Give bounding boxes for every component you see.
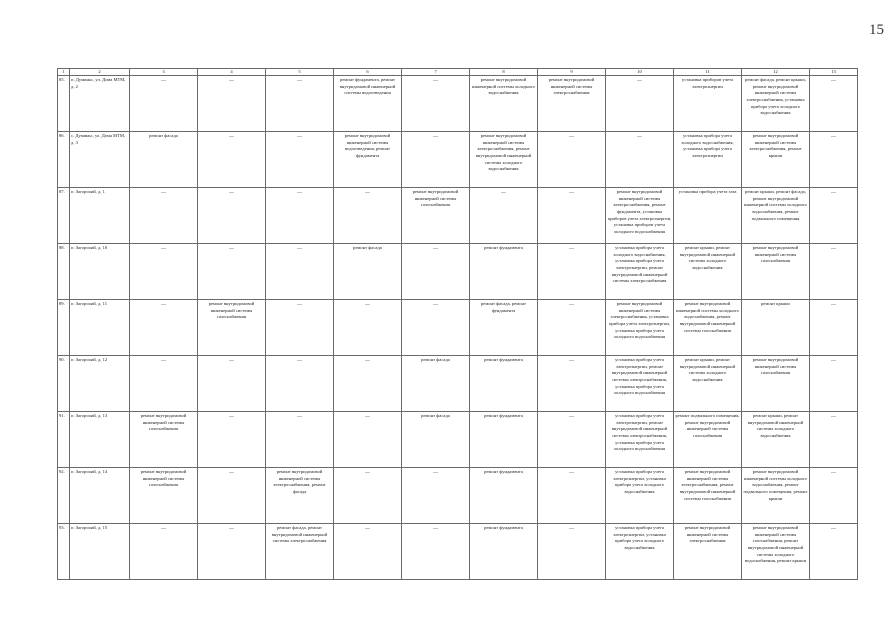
- table-row: [58, 132, 858, 188]
- work-cell-c3: [130, 356, 198, 412]
- row-number-cell: 93.: [58, 524, 70, 580]
- work-cell-c8: ремонт фасада, ремонт фундамента: [470, 300, 538, 356]
- work-cell-c8: ремонт внутридомовой инженерной системы холодного водоснабжения: [470, 76, 538, 132]
- empty-dash: —: [637, 135, 642, 140]
- work-cell-c12: ремонт крыши, ремонт внутридомовой инженерной системы холодного водоснабжения: [742, 412, 810, 468]
- work-cell-c10: установка прибора учета электроэнергии, установка прибора учета холодного водоснабжения: [606, 468, 674, 524]
- empty-dash: —: [365, 359, 370, 364]
- work-cell-c8: ремонт фундамента: [470, 524, 538, 580]
- row-number-cell: 85.: [58, 76, 70, 132]
- work-cell-c11: ремонт крыши, ремонт внутридомовой инженерной системы холодного водоснабжения: [674, 356, 742, 412]
- empty-dash: —: [569, 527, 574, 532]
- work-cell-c7: [402, 524, 470, 580]
- work-cell-c10: установка прибора учета холодного водоснабжения, установка прибора учета электроэнергии, ремонт внутридомовой инженерной системы электроснабжения: [606, 244, 674, 300]
- work-cell-c10: установка прибора учета электроэнергии, ремонт внутридомовой инженерной системы электроснабжения, установка прибора учета холодного водоснабжения: [606, 412, 674, 468]
- work-cell-c11: установка приборов учета электроэнергии: [674, 76, 742, 132]
- work-cell-c10: [606, 132, 674, 188]
- work-cell-c10: ремонт внутридомовой инженерной системы электроснабжения, установка прибора учета электроэнергии, установка прибора учета холодного водоснабжения: [606, 300, 674, 356]
- empty-dash: —: [229, 135, 234, 140]
- address-cell: п. Загорский, д. 10: [70, 244, 130, 300]
- empty-dash: —: [297, 247, 302, 252]
- empty-dash: —: [569, 359, 574, 364]
- empty-dash: —: [433, 79, 438, 84]
- work-cell-c4: [198, 412, 266, 468]
- column-number-header: 12: [742, 69, 810, 76]
- empty-dash: —: [637, 79, 642, 84]
- work-cell-c7: [402, 244, 470, 300]
- work-cell-c13: [810, 244, 858, 300]
- work-cell-c3: [130, 188, 198, 244]
- table-row: [58, 468, 858, 524]
- table-row: [58, 300, 858, 356]
- empty-dash: —: [229, 79, 234, 84]
- page-number: 15: [869, 22, 884, 38]
- work-cell-c10: ремонт внутридомовой инженерной системы электроснабжения, ремонт фундамента, установка приборов учета электроэнергии, установка приборов учета холодного водоснабжения: [606, 188, 674, 244]
- empty-dash: —: [161, 247, 166, 252]
- work-cell-c9: [538, 356, 606, 412]
- empty-dash: —: [569, 247, 574, 252]
- work-cell-c13: [810, 188, 858, 244]
- column-number-header: 7: [402, 69, 470, 76]
- work-cell-c11: установка прибора учета газа: [674, 188, 742, 244]
- empty-dash: —: [365, 303, 370, 308]
- column-number-header: 1: [58, 69, 70, 76]
- work-cell-c5: ремонт фасада, ремонт внутридомовой инженерной системы электроснабжения: [266, 524, 334, 580]
- work-cell-c6: [334, 412, 402, 468]
- work-cell-c6: ремонт фундамента, ремонт внутридомовой инженерной системы водоотведения: [334, 76, 402, 132]
- empty-dash: —: [365, 191, 370, 196]
- column-number-header: 11: [674, 69, 742, 76]
- work-cell-c5: [266, 300, 334, 356]
- work-cell-c8: ремонт фундамента: [470, 244, 538, 300]
- empty-dash: —: [831, 415, 836, 420]
- work-cell-c13: [810, 76, 858, 132]
- work-cell-c6: [334, 524, 402, 580]
- work-cell-c3: ремонт внутридомовой инженерной системы газоснабжения: [130, 468, 198, 524]
- empty-dash: —: [365, 415, 370, 420]
- work-cell-c11: ремонт подвального помещения, ремонт внутридомовой инженерной системы газоснабжения: [674, 412, 742, 468]
- work-cell-c9: [538, 468, 606, 524]
- work-cell-c6: ремонт внутридомовой инженерной системы водоотведения, ремонт фундамента: [334, 132, 402, 188]
- empty-dash: —: [297, 191, 302, 196]
- empty-dash: —: [365, 471, 370, 476]
- empty-dash: —: [433, 303, 438, 308]
- work-cell-c4: [198, 468, 266, 524]
- empty-dash: —: [161, 527, 166, 532]
- work-cell-c3: ремонт внутридомовой инженерной системы газоснабжения: [130, 412, 198, 468]
- work-cell-c7: [402, 76, 470, 132]
- table-row: [58, 244, 858, 300]
- work-cell-c11: ремонт внутридомовой инженерной системы холодного водоснабжения, ремонт внутридомовой инженерной системы газоснабжения: [674, 300, 742, 356]
- empty-dash: —: [297, 359, 302, 364]
- work-cell-c10: установка прибора учета электроэнергии, ремонт внутридомовой инженерной системы электроснабжения, установка прибора учета холодного водоснабжения: [606, 356, 674, 412]
- empty-dash: —: [831, 247, 836, 252]
- work-cell-c12: ремонт внутридомовой инженерной системы газоснабжения: [742, 244, 810, 300]
- work-cell-c4: [198, 244, 266, 300]
- column-number-header: 6: [334, 69, 402, 76]
- empty-dash: —: [433, 471, 438, 476]
- work-cell-c5: [266, 76, 334, 132]
- row-number-cell: 87.: [58, 188, 70, 244]
- empty-dash: —: [831, 359, 836, 364]
- empty-dash: —: [831, 471, 836, 476]
- empty-dash: —: [433, 247, 438, 252]
- address-cell: п. Загорский, д. 12: [70, 356, 130, 412]
- empty-dash: —: [229, 471, 234, 476]
- table-body: [58, 76, 858, 580]
- empty-dash: —: [569, 135, 574, 140]
- work-cell-c9: [538, 524, 606, 580]
- work-cell-c5: ремонт внутридомовой инженерной системы электроснабжения, ремонт фасада: [266, 468, 334, 524]
- address-cell: п. Загорский, д. 1: [70, 188, 130, 244]
- work-cell-c6: [334, 468, 402, 524]
- empty-dash: —: [831, 191, 836, 196]
- work-cell-c4: [198, 524, 266, 580]
- row-number-cell: 86.: [58, 132, 70, 188]
- work-cell-c9: ремонт внутридомовой инженерной системы электроснабжения: [538, 76, 606, 132]
- empty-dash: —: [297, 135, 302, 140]
- empty-dash: —: [433, 527, 438, 532]
- column-number-header: 4: [198, 69, 266, 76]
- work-cell-c7: [402, 132, 470, 188]
- table-row: [58, 76, 858, 132]
- work-cell-c8: [470, 188, 538, 244]
- work-cell-c4: [198, 132, 266, 188]
- work-cell-c13: [810, 524, 858, 580]
- work-cell-c11: ремонт внутридомовой инженерной системы электроснабжения, ремонт внутридомовой инженерной системы газоснабжения: [674, 468, 742, 524]
- work-cell-c3: ремонт фасада: [130, 132, 198, 188]
- empty-dash: —: [229, 247, 234, 252]
- work-cell-c4: [198, 76, 266, 132]
- column-number-header: 5: [266, 69, 334, 76]
- work-cell-c13: [810, 300, 858, 356]
- empty-dash: —: [365, 527, 370, 532]
- work-cell-c10: [606, 76, 674, 132]
- work-cell-c3: [130, 76, 198, 132]
- work-cell-c8: ремонт фундамента: [470, 468, 538, 524]
- work-cell-c3: [130, 300, 198, 356]
- address-cell: п. Думиньс, ул. Дома МТМ, д. 2: [70, 76, 130, 132]
- work-cell-c4: ремонт внутридомовой инженерной системы газоснабжения: [198, 300, 266, 356]
- work-cell-c7: [402, 300, 470, 356]
- work-cell-c9: [538, 244, 606, 300]
- work-cell-c12: ремонт внутридомовой инженерной системы электроснабжения, ремонт крыши: [742, 132, 810, 188]
- work-cell-c12: ремонт внутридомовой инженерной системы холодного водоснабжения, ремонт подвального помещения, ремонт крыши: [742, 468, 810, 524]
- row-number-cell: 89.: [58, 300, 70, 356]
- empty-dash: —: [229, 415, 234, 420]
- address-cell: п. Загорский, д. 15: [70, 524, 130, 580]
- work-cell-c7: ремонт фасада: [402, 412, 470, 468]
- empty-dash: —: [161, 303, 166, 308]
- empty-dash: —: [569, 191, 574, 196]
- empty-dash: —: [831, 79, 836, 84]
- work-cell-c6: [334, 188, 402, 244]
- work-cell-c8: ремонт фундамента: [470, 356, 538, 412]
- work-cell-c11: ремонт внутридомовой инженерной системы электроснабжения: [674, 524, 742, 580]
- empty-dash: —: [297, 303, 302, 308]
- work-cell-c7: ремонт фасада: [402, 356, 470, 412]
- empty-dash: —: [831, 135, 836, 140]
- column-number-header: 13: [810, 69, 858, 76]
- work-cell-c13: [810, 412, 858, 468]
- empty-dash: —: [229, 359, 234, 364]
- empty-dash: —: [161, 79, 166, 84]
- row-number-cell: 91.: [58, 412, 70, 468]
- column-number-header: 10: [606, 69, 674, 76]
- address-cell: п. Загорский, д. 13: [70, 412, 130, 468]
- work-cell-c12: ремонт крыши: [742, 300, 810, 356]
- empty-dash: —: [501, 191, 506, 196]
- work-cell-c11: установка прибора учета холодного водоснабжения, установка прибора учета электроэнергии: [674, 132, 742, 188]
- empty-dash: —: [569, 471, 574, 476]
- empty-dash: —: [161, 191, 166, 196]
- work-cell-c9: [538, 300, 606, 356]
- empty-dash: —: [297, 79, 302, 84]
- table-row: [58, 524, 858, 580]
- table-row: [58, 412, 858, 468]
- work-cell-c13: [810, 132, 858, 188]
- empty-dash: —: [161, 359, 166, 364]
- address-cell: п. Загорский, д. 14: [70, 468, 130, 524]
- work-cell-c12: ремонт внутридомовой инженерной системы газоснабжения, ремонт внутридомовой инженерной системы холодного водоснабжения, ремонт крыши: [742, 524, 810, 580]
- empty-dash: —: [569, 303, 574, 308]
- work-cell-c6: ремонт фасада: [334, 244, 402, 300]
- table-row: [58, 188, 858, 244]
- column-number-header: 3: [130, 69, 198, 76]
- empty-dash: —: [569, 415, 574, 420]
- work-cell-c11: ремонт крыши, ремонт внутридомовой инженерной системы холодного водоснабжения: [674, 244, 742, 300]
- empty-dash: —: [297, 415, 302, 420]
- work-cell-c3: [130, 244, 198, 300]
- empty-dash: —: [831, 303, 836, 308]
- address-cell: с. Думиньс, ул. Дома МТМ, д. 3: [70, 132, 130, 188]
- work-cell-c5: [266, 244, 334, 300]
- row-number-cell: 88.: [58, 244, 70, 300]
- work-cell-c5: [266, 356, 334, 412]
- repair-schedule-table-wrapper: [57, 68, 858, 580]
- empty-dash: —: [433, 135, 438, 140]
- work-cell-c6: [334, 356, 402, 412]
- work-cell-c6: [334, 300, 402, 356]
- row-number-cell: 90.: [58, 356, 70, 412]
- work-cell-c3: [130, 524, 198, 580]
- repair-schedule-table: [57, 68, 858, 580]
- work-cell-c9: [538, 412, 606, 468]
- work-cell-c9: [538, 132, 606, 188]
- address-cell: п. Загорский, д. 11: [70, 300, 130, 356]
- work-cell-c8: ремонт фундамента: [470, 412, 538, 468]
- work-cell-c7: [402, 468, 470, 524]
- table-row: [58, 356, 858, 412]
- work-cell-c9: [538, 188, 606, 244]
- work-cell-c7: ремонт внутридомовой инженерной системы газоснабжения: [402, 188, 470, 244]
- work-cell-c12: ремонт крыши, ремонт фасада, ремонт внутридомовой инженерной системы холодного водоснабжения, ремонт подвального помещения: [742, 188, 810, 244]
- column-number-header: 8: [470, 69, 538, 76]
- work-cell-c12: ремонт внутридомовой инженерной системы газоснабжения: [742, 356, 810, 412]
- work-cell-c4: [198, 356, 266, 412]
- work-cell-c5: [266, 188, 334, 244]
- work-cell-c5: [266, 132, 334, 188]
- work-cell-c13: [810, 468, 858, 524]
- work-cell-c8: ремонт внутридомовой инженерной системы электроснабжения, ремонт внутридомовой инженерной системы холодного водоснабжения: [470, 132, 538, 188]
- column-number-header: 9: [538, 69, 606, 76]
- work-cell-c10: установка прибора учета электроэнергии, установка прибора учета холодного водоснабжения: [606, 524, 674, 580]
- work-cell-c12: ремонт фасада, ремонт крыши, ремонт внутридомовой инженерной системы электроснабжения, установка прибора учета холодного водоснабжения: [742, 76, 810, 132]
- row-number-cell: 92.: [58, 468, 70, 524]
- column-number-row: [58, 69, 858, 76]
- work-cell-c13: [810, 356, 858, 412]
- work-cell-c4: [198, 188, 266, 244]
- empty-dash: —: [229, 527, 234, 532]
- column-number-header: 2: [70, 69, 130, 76]
- empty-dash: —: [229, 191, 234, 196]
- work-cell-c5: [266, 412, 334, 468]
- empty-dash: —: [831, 527, 836, 532]
